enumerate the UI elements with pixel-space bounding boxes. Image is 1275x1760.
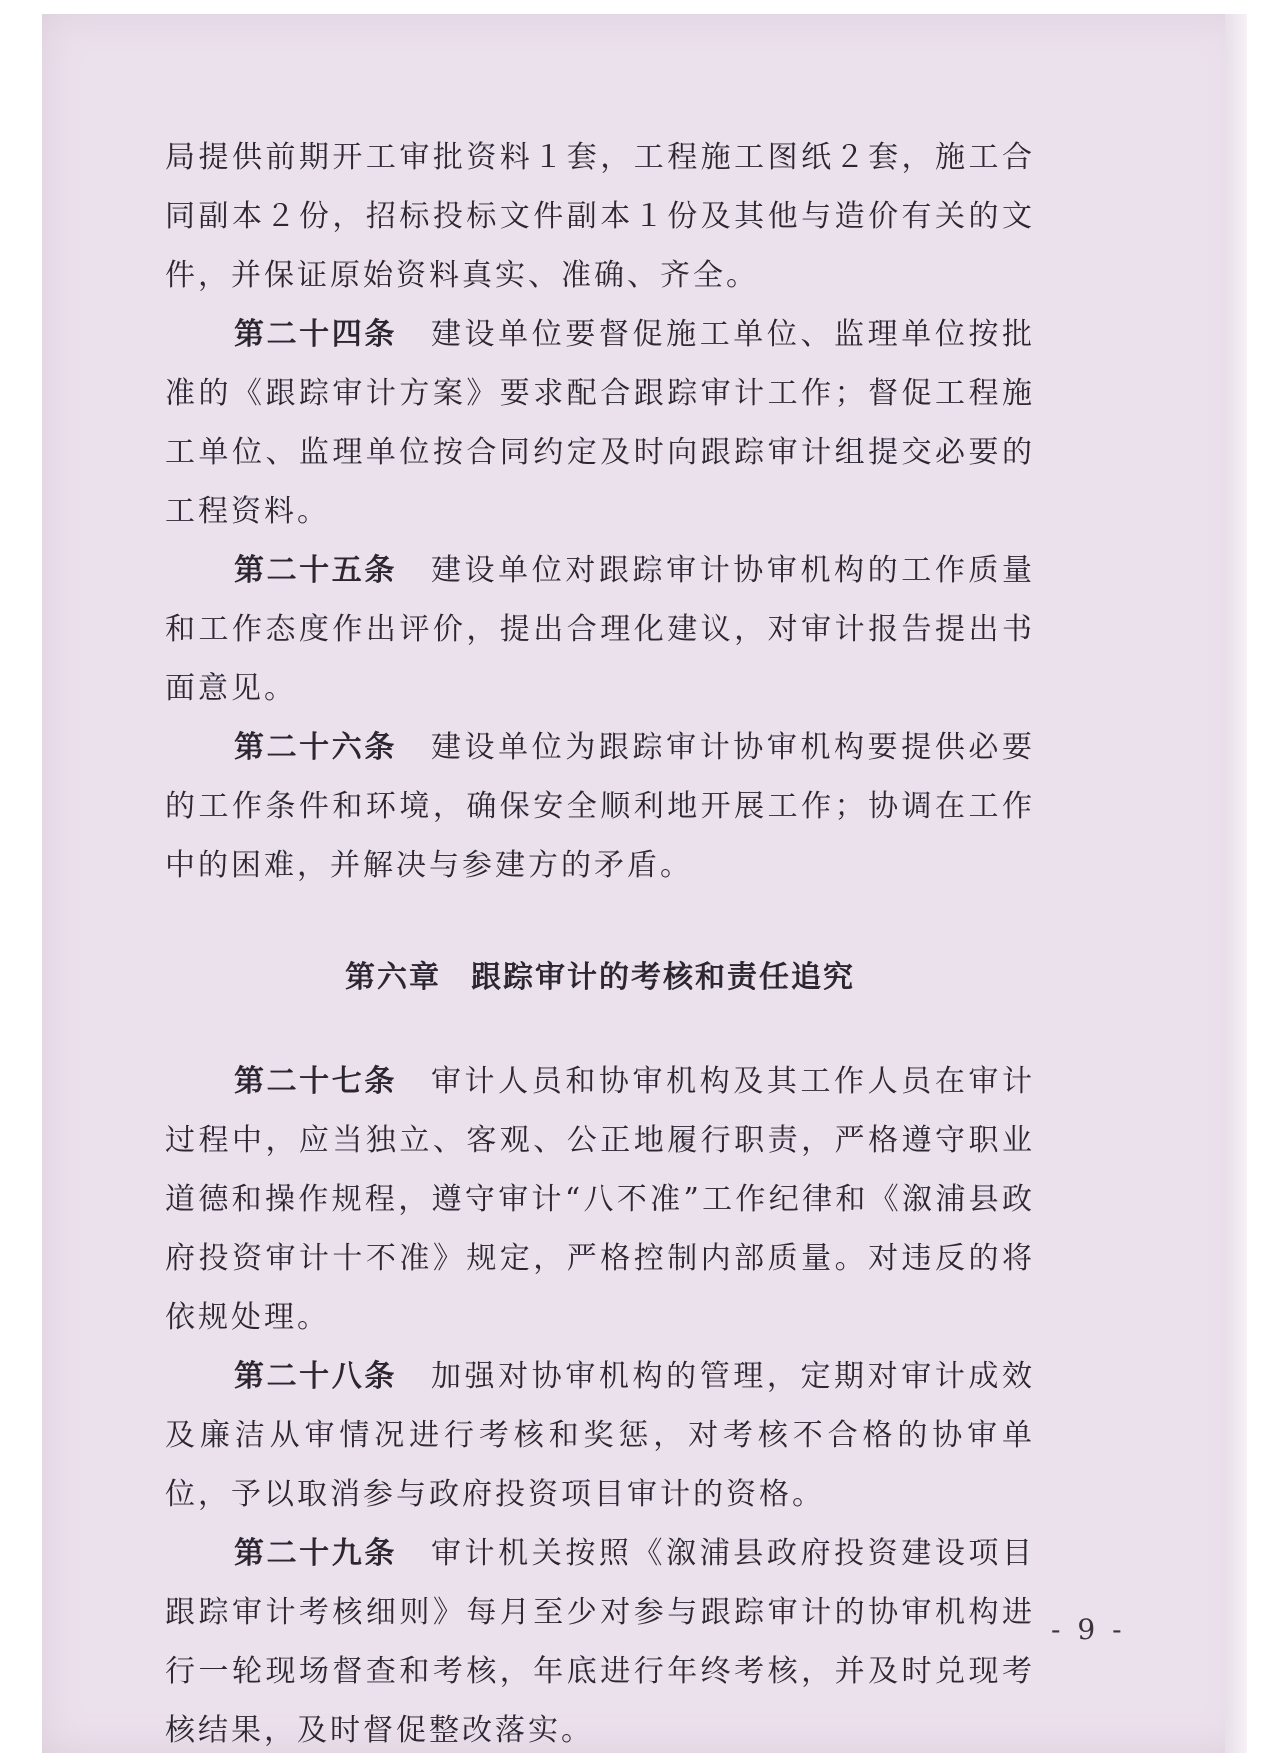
article-29	[165, 1524, 1035, 1760]
article-24	[165, 305, 1035, 541]
article-text: 建设单位要督促施工单位、监理单位按批准的《跟踪审计方案》要求配合跟踪审计工作；督促工程施工单位、监理单位按合同约定及时向跟踪审计组提交必要的工程资料。	[165, 317, 1036, 529]
article-26	[165, 718, 1035, 895]
article-text: 审计机关按照《溆浦县政府投资建设项目跟踪审计考核细则》每月至少对参与跟踪审计的协审机构进行一轮现场督查和考核，年底进行年终考核，并及时兑现考核结果，及时督促整改落实。	[165, 1536, 1036, 1748]
article-text: 建设单位为跟踪审计协审机构要提供必要的工作条件和环境，确保安全顺利地开展工作；协调在工作中的困难，并解决与参建方的矛盾。	[165, 730, 1036, 883]
article-number: 第二十六条	[234, 730, 397, 765]
article-28	[165, 1347, 1035, 1524]
page-number: - 9 -	[1051, 1613, 1126, 1646]
paragraph-text: 局提供前期开工审批资料１套，工程施工图纸２套，施工合同副本２份，招标投标文件副本１份及其他与造价有关的文件，并保证原始资料真实、准确、齐全。	[165, 140, 1035, 293]
article-text: 审计人员和协审机构及其工作人员在审计过程中，应当独立、客观、公正地履行职责，严格遵守职业道德和操作规程，遵守审计“八不准”工作纪律和《溆浦县政府投资审计十不准》规定，严格控制内部质量。对违反的将依规处理。	[165, 1064, 1036, 1335]
article-number: 第二十九条	[234, 1536, 397, 1571]
chapter-heading	[165, 948, 1035, 1007]
article-25	[165, 541, 1035, 718]
chapter-title: 跟踪审计的考核和责任追究	[471, 960, 855, 995]
paragraph-continued	[165, 128, 1035, 305]
document-body	[165, 128, 1035, 1760]
article-number: 第二十八条	[234, 1359, 397, 1394]
article-number: 第二十四条	[234, 317, 397, 352]
article-number: 第二十五条	[234, 553, 397, 588]
article-number: 第二十七条	[234, 1064, 397, 1099]
page-edge-shadow	[1225, 14, 1247, 1753]
chapter-number: 第六章	[345, 960, 441, 995]
article-27	[165, 1052, 1035, 1347]
article-text: 加强对协审机构的管理，定期对审计成效及廉洁从审情况进行考核和奖惩，对考核不合格的协审单位，予以取消参与政府投资项目审计的资格。	[165, 1359, 1036, 1512]
article-text: 建设单位对跟踪审计协审机构的工作质量和工作态度作出评价，提出合理化建议，对审计报告提出书面意见。	[165, 553, 1036, 706]
